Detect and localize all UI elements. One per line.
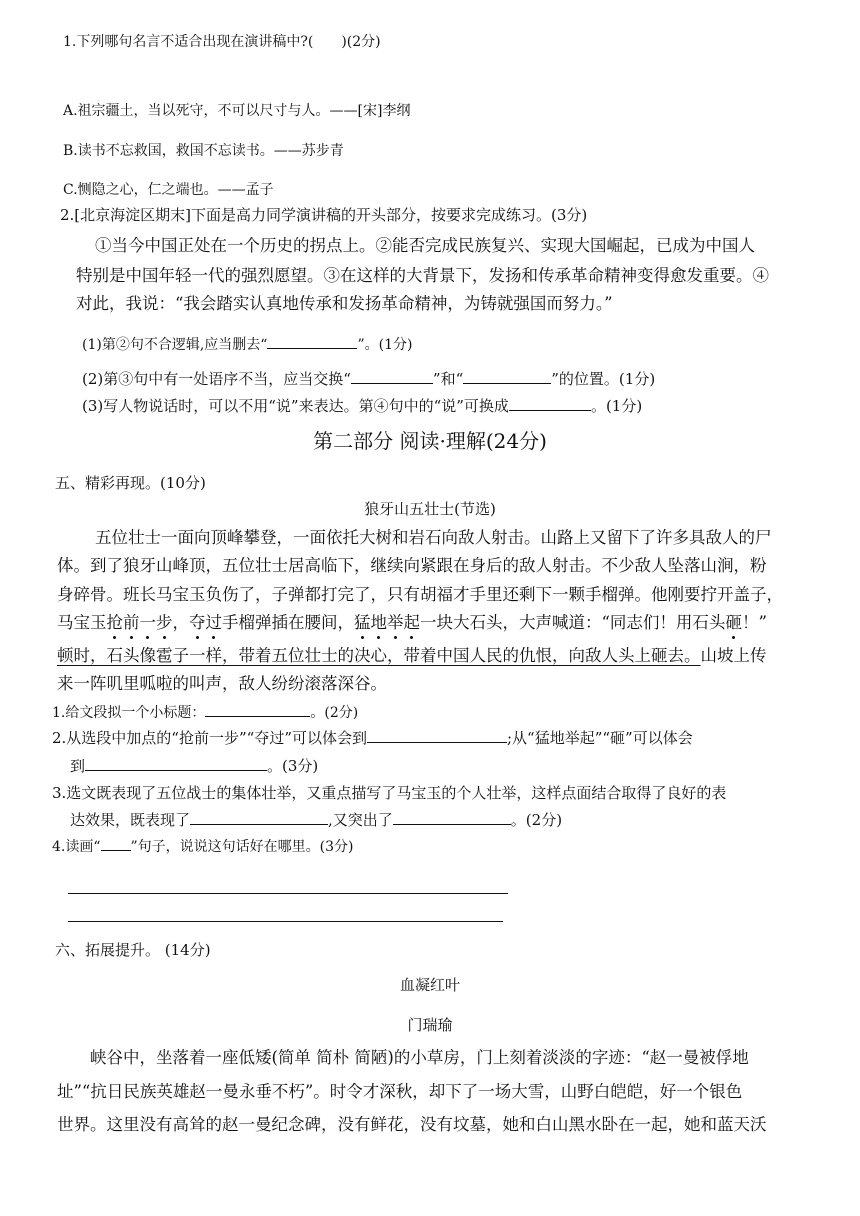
passage-line-4 xyxy=(57,612,767,634)
emphasis-char: 步 xyxy=(156,613,173,632)
s5-q3-end: 。(2分) xyxy=(510,811,563,829)
q1-stem: 1.下列哪句名言不适合出现在演讲稿中?( )(2分) xyxy=(63,34,381,50)
dotted-phrase xyxy=(107,613,173,632)
s5-q2-text2: 到 xyxy=(70,757,86,775)
passage-line-2: 体。到了狼牙山峰顶，五位壮士居高临下，继续向紧跟在身后的敌人射击。不少敌人坠落山涧，粉 xyxy=(57,556,767,575)
passage-line-6: 来一阵叽里呱啦的叫声，敌人纷纷滚落深谷。 xyxy=(57,674,387,693)
s5-q3-text2: 达效果，既表现了 xyxy=(70,811,191,829)
speech-line-2: 特别是中国年轻一代的强烈愿望。③在这样的大背景下，发扬和传承革命精神变得愈发重要。④ xyxy=(76,266,769,285)
emphasis-char: 起 xyxy=(403,613,420,632)
line5-text: 山坡上传 xyxy=(700,646,767,665)
line4-text: 马宝玉 xyxy=(57,613,107,632)
s5-q1-end: 。(2分) xyxy=(310,705,359,721)
s5-q3-cont xyxy=(70,809,562,830)
line4-text: ， xyxy=(172,613,189,632)
emphasis-char: 夺 xyxy=(189,613,206,632)
line4-text: 一块大石头，大声喊道：“同志们！用石头 xyxy=(420,613,726,632)
emphasis-char: 砸 xyxy=(725,613,742,632)
answer-blank[interactable] xyxy=(367,727,507,743)
s5-q2 xyxy=(52,727,693,748)
emphasis-char: 一 xyxy=(139,613,156,632)
section6-heading: 六、拓展提升。 (14分) xyxy=(55,941,211,959)
q2-stem: 2.[北京海淀区期末]下面是高力同学演讲稿的开头部分，按要求完成练习。(3分) xyxy=(60,206,588,224)
emphasis-char: 抢 xyxy=(106,613,123,632)
underlined-sentence: 顿时，石头像雹子一样，带着五位壮士的决心，带着中国人民的仇恨，向敌人头上砸去。 xyxy=(57,646,701,665)
q2-sub2 xyxy=(82,368,655,389)
q1-option-b: B.读书不忘救国，救国不忘读书。——苏步青 xyxy=(63,143,344,159)
passage-title: 狼牙山五壮士(节选) xyxy=(364,500,496,518)
emphasis-char: 前 xyxy=(123,613,140,632)
speech-line-3: 对此，我说：“我会踏实认真地传承和发扬革命精神，为铸就强国而努力。” xyxy=(76,294,613,313)
s5-q4 xyxy=(52,835,354,857)
essay-line-1: 峡谷中，坐落着一座低矮(简单 简朴 简陋)的小草房，门上刻着淡淡的字迹：“赵一曼被俘地 xyxy=(90,1048,749,1067)
dotted-phrase xyxy=(725,613,742,632)
q2-sub3-text: (3)写人物说话时，可以不用“说”来表达。第④句中的“说”可换成 xyxy=(82,397,509,415)
passage-line-5 xyxy=(57,645,767,667)
q2-sub2-end: ”的位置。(1分) xyxy=(551,370,656,388)
s5-q2-text: 2.从选段中加点的“抢前一步”“夺过”可以体会到 xyxy=(52,729,367,747)
line4-text: 手榴弹插在腰间， xyxy=(222,613,354,632)
emphasis-char: 猛 xyxy=(354,613,371,632)
essay-title: 血凝红叶 xyxy=(399,976,460,994)
answer-line[interactable] xyxy=(68,921,503,922)
q2-sub3-end: 。(1分) xyxy=(590,397,643,415)
answer-blank[interactable] xyxy=(205,701,310,717)
essay-author: 门瑞瑜 xyxy=(407,1016,453,1034)
s5-q4-end: ”句子，说说这句话好在哪里。(3分) xyxy=(130,839,354,855)
answer-blank[interactable] xyxy=(393,809,511,825)
answer-line[interactable] xyxy=(68,893,508,894)
passage-line-1: 五位壮士一面向顶峰攀登，一面依托大树和岩石向敌人射击。山路上又留下了许多具敌人的尸 xyxy=(95,528,772,547)
q2-sub2-text: (2)第③句中有一处语序不当，应当交换“ xyxy=(82,370,351,388)
dotted-phrase xyxy=(354,613,420,632)
q2-sub1-end: ”。(1分) xyxy=(357,337,413,353)
answer-blank[interactable] xyxy=(463,368,551,384)
s5-q2-cont xyxy=(70,755,318,776)
answer-blank[interactable] xyxy=(351,368,433,384)
q1-option-c: C.恻隐之心，仁之端也。——孟子 xyxy=(63,182,274,198)
emphasis-char: 举 xyxy=(387,613,404,632)
section5-heading: 五、精彩再现。(10分) xyxy=(55,474,206,492)
answer-blank[interactable] xyxy=(509,395,591,411)
s5-q4-text: 4.读画“ xyxy=(52,839,101,855)
dotted-phrase xyxy=(189,613,222,632)
essay-line-3: 世界。这里没有高耸的赵一曼纪念碑，没有鲜花，没有坟墓，她和白山黑水卧在一起，她和蓝天沃 xyxy=(57,1115,767,1134)
line4-text: ！” xyxy=(741,613,767,632)
q2-sub3 xyxy=(82,395,642,416)
s5-q1 xyxy=(52,701,358,723)
s5-q3-mid: ,又突出了 xyxy=(328,811,393,829)
essay-line-2: 址”“抗日民族英雄赵一曼永垂不朽”。时令才深秋，却下了一场大雪，山野白皑皑，好一个银色 xyxy=(57,1082,743,1101)
answer-blank[interactable] xyxy=(85,755,267,771)
q2-sub1 xyxy=(82,333,412,355)
underline-mark xyxy=(101,835,131,851)
s5-q2-mid: ;从“猛地举起”“砸”可以体会 xyxy=(507,729,693,747)
part2-title: 第二部分 阅读·理解(24分) xyxy=(313,429,547,453)
speech-line-1: ①当今中国正处在一个历史的拐点上。②能否完成民族复兴、实现大国崛起，已成为中国人 xyxy=(95,236,755,255)
s5-q1-text: 1.给文段拟一个小标题： xyxy=(52,705,206,721)
q1-option-a: A.祖宗疆土，当以死守，不可以尺寸与人。——[宋]李纲 xyxy=(63,103,411,119)
answer-blank[interactable] xyxy=(267,333,357,349)
passage-line-3: 身碎骨。班长马宝玉负伤了，子弹都打完了，只有胡福才手里还剩下一颗手榴弹。他刚要拧开盖子， xyxy=(57,585,783,604)
q2-sub2-mid: ”和“ xyxy=(432,370,464,388)
emphasis-char: 地 xyxy=(370,613,387,632)
s5-q3: 3.选文既表现了五位战士的集体壮举，又重点描写了马宝玉的个人壮举，这样点面结合取得了良好的表 xyxy=(52,784,727,802)
s5-q2-end: 。(3分) xyxy=(267,757,319,775)
q2-sub1-text: (1)第②句不合逻辑,应当删去“ xyxy=(82,337,268,353)
emphasis-char: 过 xyxy=(205,613,222,632)
answer-blank[interactable] xyxy=(190,809,328,825)
